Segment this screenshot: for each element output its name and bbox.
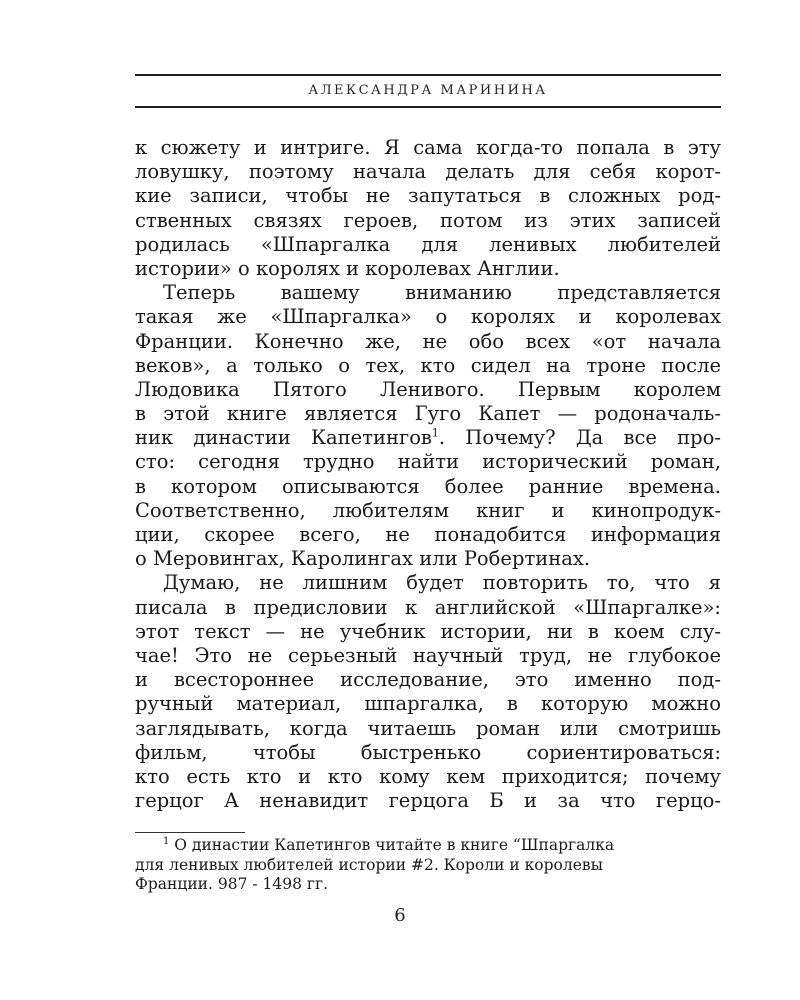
body-line: истории» о королях и королевах Англии.	[135, 256, 560, 280]
body-line-part: . Почему? Да все про-	[438, 426, 721, 450]
running-header	[135, 74, 721, 108]
body-line: Думаю, не лишним будет повторить то, что я	[163, 571, 721, 595]
body-line: в этой книге является Гуго Капет — родоначаль-	[135, 402, 721, 426]
footnote-line: для ленивых любителей истории #2. Короли и королевы	[135, 855, 603, 874]
body-line: веков», а только о тех, кто сидел на троне после	[135, 353, 721, 377]
body-line: заглядывать, когда читаешь роман или смотришь	[135, 716, 721, 740]
body-line: в котором описываются более ранние времена.	[135, 474, 721, 498]
footnote-reference[interactable]: 1	[431, 426, 439, 440]
body-line-part: ник династии Капетингов	[135, 426, 432, 450]
body-line: Франции. Конечно же, не обо всех «от начала	[135, 329, 721, 353]
body-line: кие записи, чтобы не запутаться в сложных род-	[135, 184, 721, 208]
body-line: ственных связях героев, потом из этих записей	[135, 208, 721, 232]
body-line: писала в предисловии к английской «Шпаргалке»:	[135, 595, 721, 619]
body-text	[135, 136, 721, 813]
body-line-with-footnote	[135, 426, 721, 450]
body-line: кто есть кто и кто кому кем приходится; почему	[135, 764, 721, 788]
body-line: ловушку, поэтому начала делать для себя корот-	[135, 160, 721, 184]
running-header-title: АЛЕКСАНДРА МАРИНИНА	[308, 83, 548, 98]
body-line: такая же «Шпаргалка» о королях и королевах	[135, 305, 721, 329]
body-line: о Меровингах, Каролингах или Робертинах.	[135, 547, 591, 571]
body-line: Соответственно, любителям книг и кинопродук-	[135, 498, 721, 522]
body-line: к сюжету и интриге. Я сама когда-то попала в эту	[135, 136, 721, 159]
footnote-line	[135, 836, 721, 856]
body-line: родилась «Шпаргалка для ленивых любителей	[135, 232, 721, 256]
body-line: и всестороннее исследование, это именно под-	[135, 668, 721, 692]
footnote-divider	[135, 832, 245, 833]
body-line: герцог А ненавидит герцога Б и за что герцо-	[135, 789, 721, 813]
body-line: чае! Это не серьезный научный труд, не глубокое	[135, 643, 721, 667]
body-line: этот текст — не учебник истории, ни в коем слу-	[135, 619, 721, 643]
body-line: сто: сегодня трудно найти исторический роман,	[135, 450, 721, 474]
page-number: 6	[394, 905, 406, 926]
body-line: ручный материал, шпаргалка, в которую можно	[135, 692, 721, 716]
body-line: Людовика Пятого Ленивого. Первым королем	[135, 377, 721, 401]
footnote-marker: 1	[163, 835, 170, 847]
body-line: ции, скорее всего, не понадобится информация	[135, 523, 721, 546]
body-line: фильм, чтобы быстренько сориентироваться:	[135, 740, 721, 764]
body-line: Теперь вашему вниманию представляется	[163, 281, 721, 305]
footnote	[135, 836, 721, 895]
footnote-text: О династии Капетингов читайте в книге “Шпаргалка	[169, 836, 615, 854]
footnote-line: Франции. 987 - 1498 гг.	[135, 875, 329, 893]
